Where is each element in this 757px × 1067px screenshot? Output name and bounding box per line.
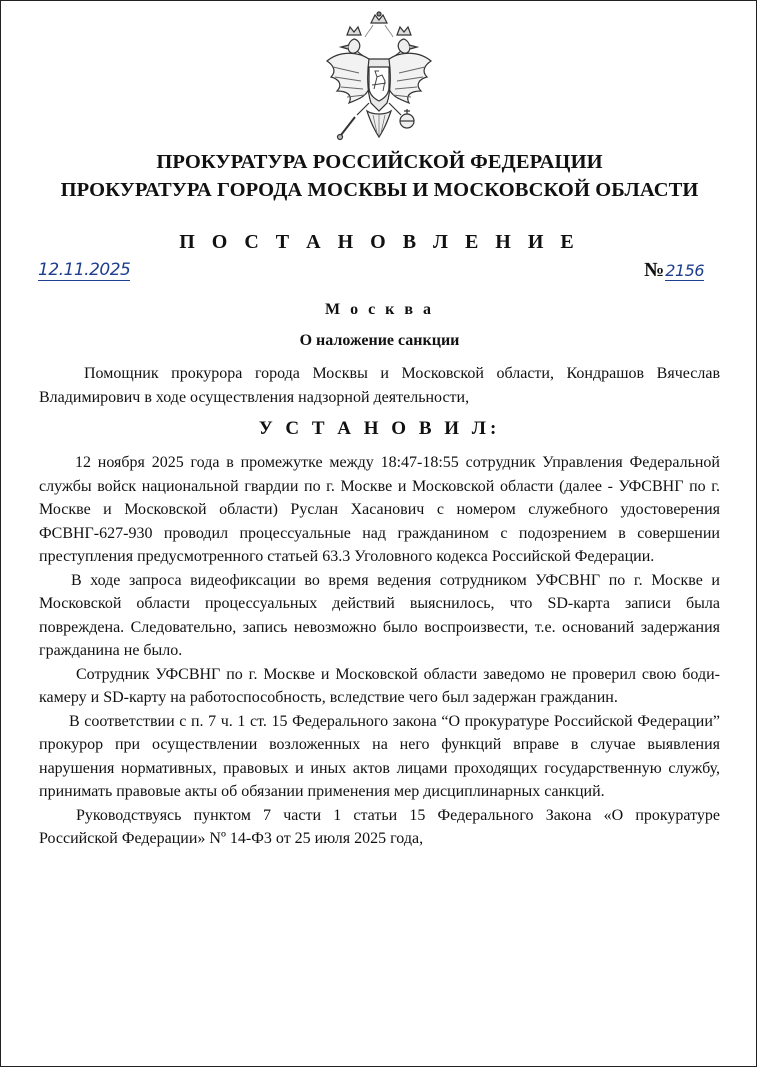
established-heading: У С Т А Н О В И Л: [258,418,501,439]
intro-paragraph: Помощник прокурора города Москвы и Московской области, Кондрашов Вячеслав Владимирович в ходе осуществления надзорной деятельности, [39,365,720,406]
number-sign: № [644,259,665,281]
organization-line-1: ПРОКУРАТУРА РОССИЙСКОЙ ФЕДЕРАЦИИ [156,151,603,173]
main-text [39,451,720,851]
document-number [644,259,704,282]
paragraph-guided-by: Руководствуясь пунктом 7 части 1 статьи 15 Федерального Закона «О прокуратуре Российской Федерации» Nº 14-Ф3 от 25 июля 2025 года, [39,806,720,847]
document-number-value: 2156 [665,261,704,280]
paragraph-incident: 12 ноября 2025 года в промежутке между 18:47-18:55 сотрудник Управления Федеральной службы войск национальной гвардии по г. Москве и Московской области (далее - УФСВНГ по г. Москве и Московской области) Руслан Хасанович с номером служебного удостоверения ФСВНГ-627-930 проводил процессуальные над гражданином с подозрением в совершении преступления предусмотренного статьей 63.3 Уголовного кодекса Российской Федерации. [39,454,720,565]
organization-line-2: ПРОКУРАТУРА ГОРОДА МОСКВЫ И МОСКОВСКОЙ ОБЛАСТИ [60,179,699,201]
document-subject: О наложение санкции [299,332,460,349]
document-date: 12.11.2025 [38,260,131,280]
paragraph-video-request: В ходе запроса видеофиксации во время ведения сотрудником УФСВНГ по г. Москве и Московской области процессуальных действий выяснилось, что SD-карта записи была повреждена. Следовательно, запись невозможно было воспроизвести, т.е. оснований задержания гражданина не было. [39,571,720,659]
document-type-title: П О С Т А Н О В Л Е Н И Е [179,231,580,253]
state-emblem-double-headed-eagle-icon [319,11,439,143]
paragraph-legal-basis: В соответствии с п. 7 ч. 1 ст. 15 Федерального закона “О прокуратуре Российской Федерации” прокурор при осуществлении возложенных на него функций вправе в случае выявления нарушения нормативных, правовых и иных актов лицами проходящих государственную службу, принимать правовые акты об обязании применения мер дисциплинарных санкций. [39,712,720,800]
intro-block [39,362,720,409]
city: М о с к в а [324,301,435,318]
paragraph-officer-negligence: Сотрудник УФСВНГ по г. Москве и Московской области заведомо не проверил свою боди-камеру и SD-карту на работоспособность, вследствие чего был задержан гражданин. [39,665,720,706]
